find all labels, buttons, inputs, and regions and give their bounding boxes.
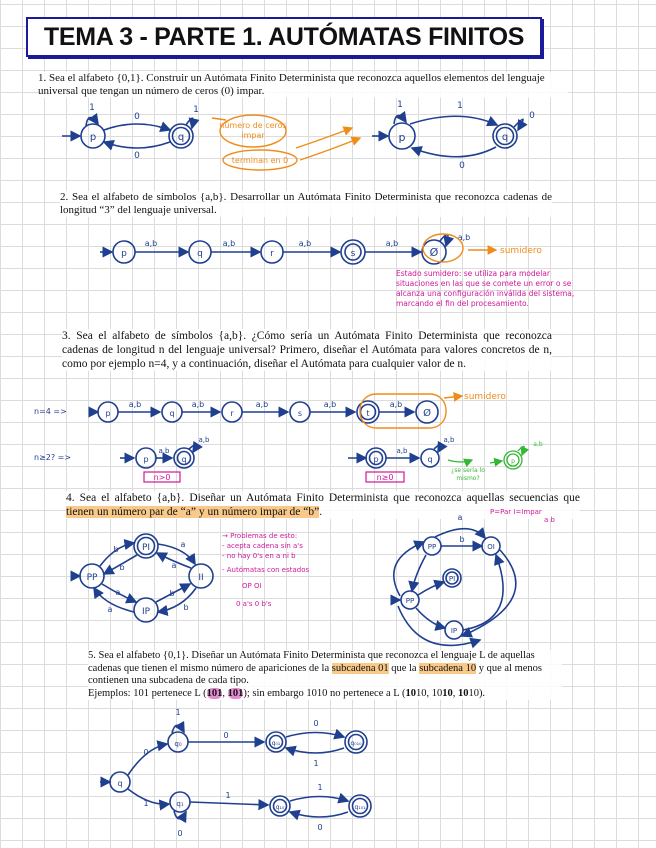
svg-text:1: 1 bbox=[225, 791, 231, 800]
svg-text:r: r bbox=[270, 249, 274, 259]
svg-text:a,b: a,b bbox=[533, 441, 543, 448]
example-mid: ); sin embargo 1010 no pertenece a L ( bbox=[243, 687, 406, 699]
svg-text:1: 1 bbox=[89, 103, 95, 113]
svg-text:Ø: Ø bbox=[423, 408, 431, 419]
svg-text:0: 0 bbox=[134, 112, 140, 122]
ex4-list-6: 0 a's 0 b's bbox=[236, 600, 272, 608]
svg-text:1: 1 bbox=[143, 799, 149, 808]
ex4-note-right: P=Par I=Impar bbox=[490, 508, 542, 516]
state-q: q bbox=[177, 132, 185, 143]
svg-text:1: 1 bbox=[317, 783, 323, 792]
svg-text:IP: IP bbox=[141, 607, 151, 617]
ex1-orange-notes bbox=[212, 115, 360, 170]
page-title-box bbox=[26, 17, 542, 57]
svg-text:PP: PP bbox=[405, 597, 415, 605]
ex2-automaton bbox=[100, 235, 448, 264]
svg-text:a,b: a,b bbox=[389, 400, 403, 409]
ex4-list-4: - Autómatas con estados bbox=[222, 566, 310, 574]
ex1-bubble-2: terminan en 0 bbox=[231, 156, 289, 165]
exercise-4 bbox=[66, 491, 580, 519]
svg-text:1: 1 bbox=[175, 708, 181, 717]
svg-text:a,b: a,b bbox=[144, 239, 158, 248]
svg-text:q₀: q₀ bbox=[174, 740, 182, 748]
svg-text:b: b bbox=[113, 545, 119, 554]
svg-text:IP: IP bbox=[450, 627, 458, 635]
svg-text:s: s bbox=[297, 409, 303, 418]
ex2-sink-label: sumidero bbox=[500, 246, 542, 256]
svg-text:a,b: a,b bbox=[128, 400, 142, 409]
svg-text:a: a bbox=[107, 605, 113, 614]
example-bold-1: 10 bbox=[405, 687, 416, 699]
ex3-sink-label: sumidero bbox=[464, 392, 506, 402]
ex1-automaton-left bbox=[62, 117, 193, 148]
ex1-bubble-1-line2: impar bbox=[241, 131, 265, 140]
svg-text:a,b: a,b bbox=[255, 400, 269, 409]
svg-text:1: 1 bbox=[457, 101, 463, 111]
svg-text:a: a bbox=[115, 588, 121, 597]
exercise-3-number: 3. bbox=[62, 330, 71, 342]
ex4-list-1: → Problemas de esto: bbox=[222, 532, 298, 540]
svg-text:q₁₀₁: q₁₀₁ bbox=[354, 804, 366, 811]
ex1-bubble-1-line1: número de ceros bbox=[219, 121, 287, 130]
svg-text:q: q bbox=[197, 249, 203, 259]
svg-text:1: 1 bbox=[397, 100, 403, 110]
ex4-list-3: - no hay 0's en a ni b bbox=[222, 552, 296, 560]
ex4-list-5: OP OI bbox=[242, 582, 262, 590]
svg-text:p: p bbox=[105, 409, 111, 418]
svg-text:a: a bbox=[457, 513, 463, 522]
svg-text:q: q bbox=[181, 455, 187, 464]
exercise-1-text: Sea el alfabeto {0,1}. Construir un Autómata Finito Determinista que reconozca aquellos elementos del lenguaje universal que tengan un número de ceros (0) impar. bbox=[38, 72, 545, 97]
ex2-note-line3: alcanza una configuración inválida del sistema, bbox=[396, 289, 575, 298]
ex4-list-2: - acepta cadena sin a's bbox=[222, 542, 303, 550]
example-rest-1: 10, 10 bbox=[415, 687, 443, 699]
svg-text:a,b: a,b bbox=[158, 447, 170, 455]
svg-text:a,b: a,b bbox=[457, 233, 471, 242]
ex3-cond-n-gt-0: n>0 bbox=[153, 473, 171, 482]
example-bold-3: 10 bbox=[457, 687, 469, 699]
svg-text:1: 1 bbox=[193, 105, 199, 115]
svg-text:0: 0 bbox=[317, 823, 323, 832]
svg-text:a,b: a,b bbox=[385, 239, 399, 248]
svg-text:a: a bbox=[171, 561, 177, 570]
ex2-note-line1: Estado sumidero: se utiliza para modelar bbox=[396, 269, 550, 278]
svg-text:a,b: a,b bbox=[198, 436, 210, 444]
svg-text:p: p bbox=[143, 455, 149, 464]
svg-text:0: 0 bbox=[177, 829, 183, 838]
svg-text:q₁: q₁ bbox=[176, 800, 184, 808]
ex1-automaton-right bbox=[372, 115, 523, 156]
page-title: TEMA 3 - PARTE 1. AUTÓMATAS FINITOS bbox=[43, 22, 525, 51]
svg-text:b: b bbox=[119, 563, 125, 572]
svg-text:PP: PP bbox=[427, 543, 437, 551]
svg-text:1: 1 bbox=[313, 759, 319, 768]
svg-text:a,b: a,b bbox=[298, 239, 312, 248]
svg-text:s: s bbox=[350, 249, 356, 259]
exercise-1-number: 1. bbox=[38, 72, 47, 84]
exercise-5-number: 5. bbox=[88, 650, 96, 661]
svg-text:q₀₁₀: q₀₁₀ bbox=[350, 740, 362, 747]
svg-text:b: b bbox=[183, 603, 189, 612]
ex3-cond-n-ge-0: n≥0 bbox=[376, 473, 394, 482]
ex3-n4-label: n=4 => bbox=[34, 407, 67, 416]
ex5-automaton bbox=[100, 725, 371, 819]
exercise-4-highlight: tienen un número par de “a” y un número impar de “b” bbox=[66, 506, 320, 518]
svg-text:p: p bbox=[373, 455, 379, 464]
example-101-a: 101 bbox=[206, 687, 223, 699]
exercise-3 bbox=[62, 329, 552, 371]
svg-text:b: b bbox=[459, 535, 465, 544]
svg-text:a,b: a,b bbox=[443, 436, 455, 444]
svg-text:OI: OI bbox=[487, 543, 495, 551]
svg-text:II: II bbox=[198, 573, 204, 583]
exercise-5-examples: Ejemplos: 101 pertenece L ( bbox=[88, 687, 207, 699]
svg-text:PP: PP bbox=[86, 573, 98, 583]
ex4-automaton-right bbox=[394, 529, 516, 646]
svg-text:Ø: Ø bbox=[429, 246, 439, 259]
svg-text:a,b: a,b bbox=[191, 400, 205, 409]
svg-text:PI: PI bbox=[448, 575, 456, 583]
exercise-5-highlight-10: subcadena 10 bbox=[419, 662, 477, 674]
exercise-5-text-a: Sea el alfabeto {0,1}. Diseñar un Autómata Finito Determinista que reconozca el lenguaje L de aquellas cadenas que tienen el mismo número de apariciones de la bbox=[88, 650, 535, 674]
svg-text:r: r bbox=[230, 409, 234, 418]
ex3-question-2: mismo? bbox=[456, 475, 480, 482]
svg-text:0: 0 bbox=[143, 748, 149, 757]
exercise-3-text: Sea el alfabeto de símbolos {a,b}. ¿Cómo sería un Autómata Finito Determinista que reconozca cadenas de longitud n del lenguaje universal? Primero, diseñar el Autómata para valores concretos de n, como por ejemplo n=4, y a continuación, diseñar el Autómata para cualquier valor de n. bbox=[62, 330, 553, 370]
svg-text:q: q bbox=[427, 455, 433, 464]
example-sep: , bbox=[222, 687, 228, 699]
svg-text:0: 0 bbox=[134, 151, 140, 161]
svg-text:0: 0 bbox=[223, 731, 229, 740]
exercise-4-text-end: . bbox=[319, 506, 323, 518]
exercise-2 bbox=[60, 191, 552, 217]
svg-text:q: q bbox=[169, 409, 175, 418]
example-rest-2: , bbox=[452, 687, 458, 699]
exercise-5 bbox=[88, 650, 562, 700]
exercise-5-highlight-01: subcadena 01 bbox=[331, 662, 389, 674]
state-p: p bbox=[89, 132, 97, 143]
exercise-4-text: Sea el alfabeto {a,b}. Diseñar un Autómata Finito Determinista que reconozca aquellas secuencias que bbox=[79, 492, 581, 504]
exercise-5-text-b: que la bbox=[388, 662, 420, 674]
exercise-4-number: 4. bbox=[66, 492, 75, 504]
svg-text:PI: PI bbox=[141, 543, 151, 553]
svg-text:p: p bbox=[511, 458, 515, 465]
svg-text:q: q bbox=[501, 132, 509, 143]
svg-text:a: a bbox=[180, 540, 186, 549]
svg-text:0: 0 bbox=[529, 111, 535, 121]
svg-text:0: 0 bbox=[459, 161, 465, 171]
ex3-n-label: n≥2? => bbox=[34, 453, 72, 462]
example-101-b: 101 bbox=[227, 687, 244, 699]
exercise-2-text: Sea el alfabeto de símbolos {a,b}. Desarrollar un Autómata Finito Determinista que reconozca cadenas de longitud “3” del lenguaje universal. bbox=[60, 191, 552, 216]
example-bold-2: 10 bbox=[442, 687, 453, 699]
example-rest-3: 10). bbox=[468, 687, 486, 699]
ex3-automaton-n4 bbox=[90, 401, 438, 423]
svg-text:a,b: a,b bbox=[396, 447, 408, 455]
exercise-5-text-c: y que al menos contienen una subcadena de cada tipo. bbox=[88, 662, 542, 686]
svg-text:a,b: a,b bbox=[323, 400, 337, 409]
ex2-note-line2: situaciones en las que se comete un error o se bbox=[396, 279, 572, 288]
svg-text:q: q bbox=[117, 779, 123, 788]
svg-text:p: p bbox=[121, 249, 127, 259]
exercise-1 bbox=[38, 72, 568, 98]
ex4-automaton-left bbox=[74, 534, 213, 622]
svg-text:p: p bbox=[398, 131, 406, 144]
ex2-note-line4: marcando el fin del procesamiento. bbox=[396, 299, 529, 308]
svg-text:b: b bbox=[169, 589, 175, 598]
ex3-question-1: ¿se sería lo bbox=[451, 467, 485, 474]
exercise-2-number: 2. bbox=[60, 191, 69, 203]
svg-text:q₀₁: q₀₁ bbox=[271, 740, 281, 747]
svg-text:0: 0 bbox=[313, 719, 319, 728]
ex3-automaton-n bbox=[120, 444, 441, 468]
svg-text:q₁₀: q₁₀ bbox=[275, 804, 285, 811]
ex4-note-right2: a b bbox=[544, 516, 555, 524]
svg-text:a,b: a,b bbox=[222, 239, 236, 248]
svg-text:t: t bbox=[366, 409, 370, 418]
